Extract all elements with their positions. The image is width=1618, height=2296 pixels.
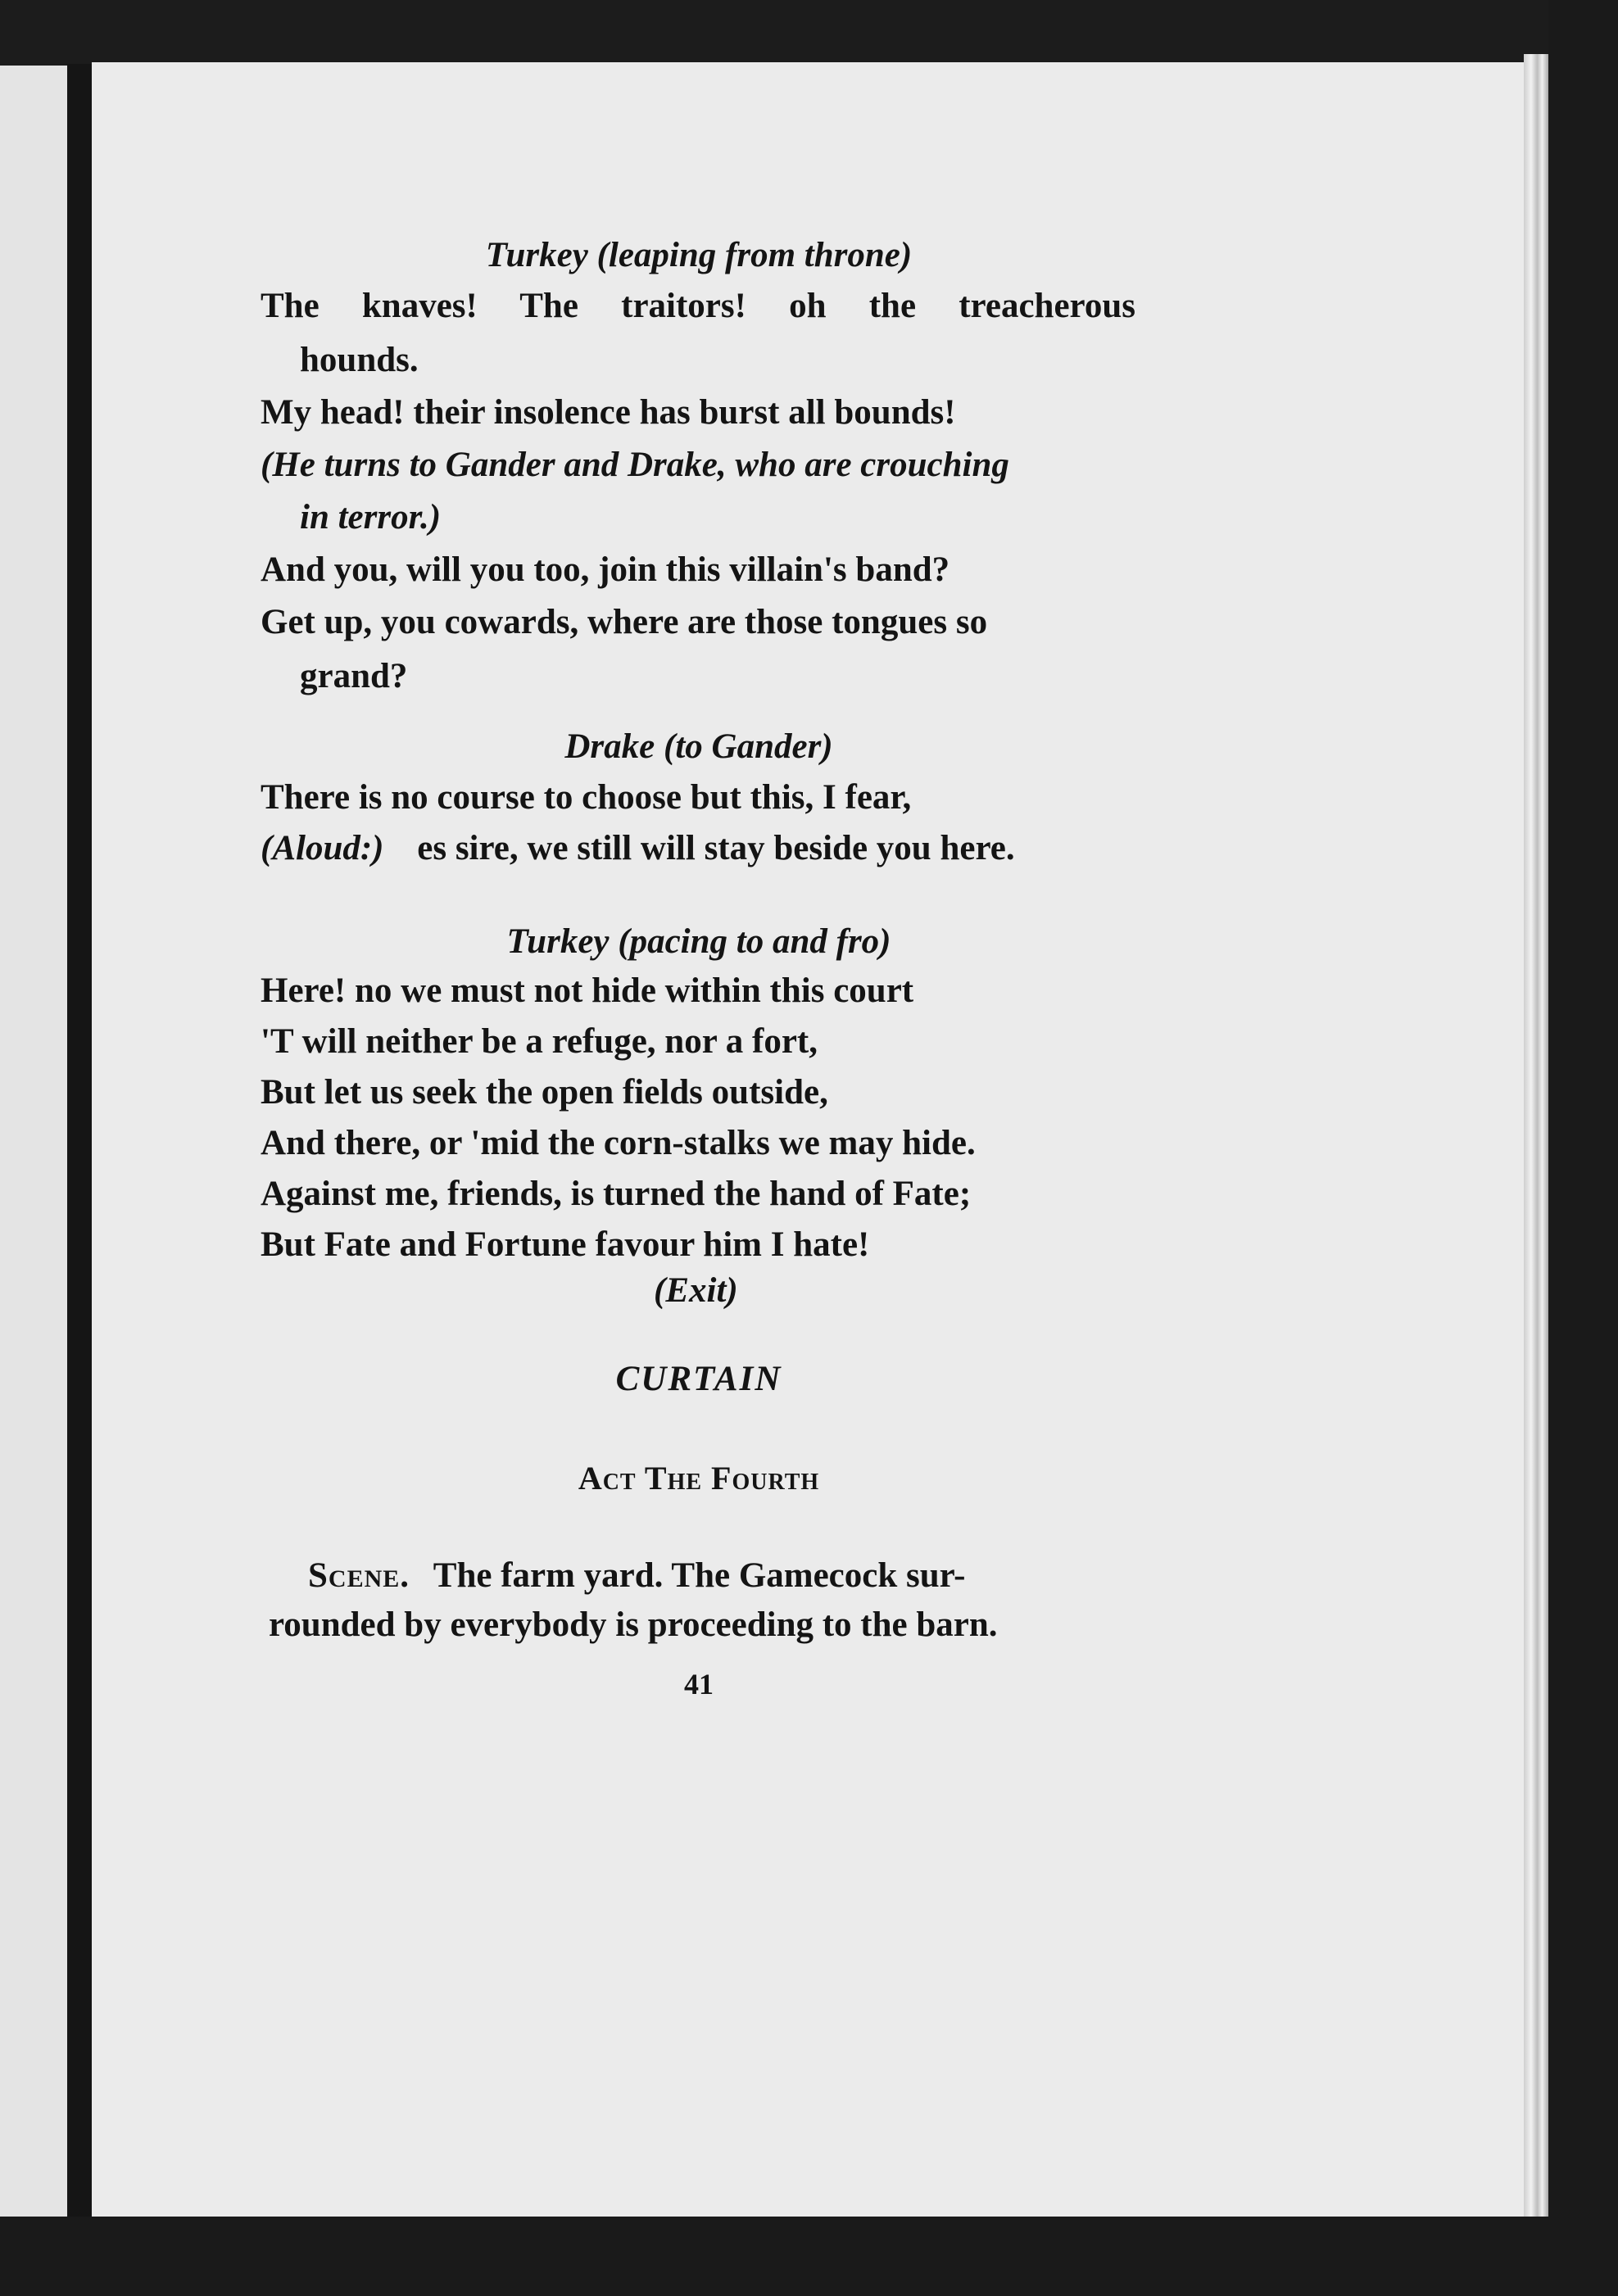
page-edge-stack xyxy=(1524,54,1548,2225)
scene-line: rounded by everybody is proceeding to the barn. xyxy=(269,1605,998,1644)
verse-line: grand? xyxy=(300,657,408,695)
verse-text: es sire, we still will stay beside you here. xyxy=(417,829,1015,867)
exit-direction: (Exit) xyxy=(654,1271,738,1310)
stage-direction-line: (He turns to Gander and Drake, who are crouching xyxy=(261,446,1009,484)
scene-line xyxy=(308,1558,965,1593)
speaker-name: Turkey xyxy=(506,922,610,961)
verse-line: And you, will you too, join this villain's band? xyxy=(261,550,950,589)
verse-line: Get up, you cowards, where are those tongues so xyxy=(261,603,988,641)
speaker-name: Turkey xyxy=(485,236,588,274)
verse-line: But Fate and Fortune favour him I hate! xyxy=(261,1225,870,1264)
scene-text: The farm yard. The Gamecock sur- xyxy=(433,1556,966,1595)
curtain-heading: CURTAIN xyxy=(615,1360,782,1398)
verse-line: But let us seek the open fields outside, xyxy=(261,1073,828,1112)
stage-direction: (to Gander) xyxy=(664,727,833,766)
verse-line: hounds. xyxy=(300,341,419,379)
verse-line: And there, or 'mid the corn-stalks we may hide. xyxy=(261,1124,976,1162)
book-gutter xyxy=(67,64,92,2235)
page-number: 41 xyxy=(684,1668,714,1700)
scene-label: Scene. xyxy=(308,1556,410,1595)
stage-direction: (pacing to and fro) xyxy=(618,922,891,961)
aside-direction: (Aloud:) xyxy=(261,829,384,867)
verse-line: 'T will neither be a refuge, nor a fort, xyxy=(261,1022,818,1061)
verse-line: Here! no we must not hide within this court xyxy=(261,971,914,1010)
speaker-name: Drake xyxy=(564,727,655,766)
verse-line xyxy=(261,831,1015,866)
scan-background-right xyxy=(1548,0,1618,2296)
scan-background-bottom xyxy=(0,2217,1618,2296)
speaker-heading xyxy=(261,729,1137,764)
verse-line: The knaves! The traitors! oh the treacherous xyxy=(261,287,1135,325)
verse-line: My head! their insolence has burst all bounds! xyxy=(261,393,956,432)
stage-direction-line: in terror.) xyxy=(300,498,442,537)
stage-direction: (leaping from throne) xyxy=(596,236,913,274)
speaker-heading xyxy=(261,924,1137,959)
verse-line: There is no course to choose but this, I fear, xyxy=(261,778,912,817)
verse-line: Against me, friends, is turned the hand of Fate; xyxy=(261,1175,972,1213)
left-page-sliver xyxy=(0,66,67,2228)
speaker-heading xyxy=(261,238,1137,273)
act-heading: Act The Fourth xyxy=(578,1460,820,1497)
